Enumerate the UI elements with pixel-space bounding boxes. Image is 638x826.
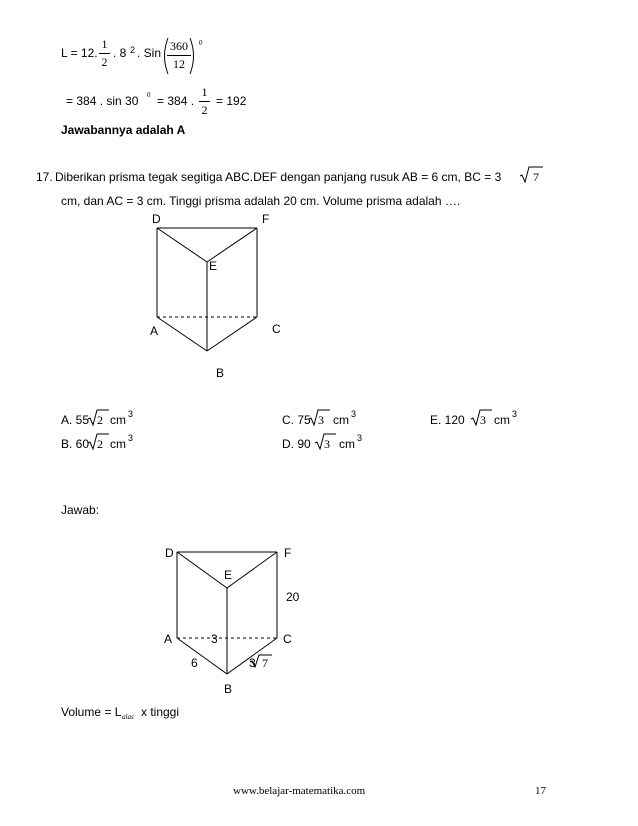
option-c-root: 3: [318, 413, 324, 427]
previous-answer: Jawabannya adalah A: [61, 123, 186, 137]
option-c-exp: 3: [351, 409, 357, 419]
volume-rhs: x tinggi: [141, 705, 180, 719]
option-d-unit: cm: [339, 437, 355, 451]
option-d-exp: 3: [357, 433, 363, 443]
fig1-label-a: A: [150, 324, 159, 338]
formula1-angle: 360 12: [167, 39, 191, 72]
formula2-result: = 192: [216, 94, 247, 108]
formula1-sin: . Sin: [137, 46, 162, 60]
fig1-label-f: F: [262, 212, 270, 226]
fig2-label-c: C: [283, 632, 292, 646]
option-b-label: B. 60: [61, 437, 90, 451]
jawab-heading: Jawab:: [61, 503, 100, 517]
option-b-exp: 3: [128, 433, 134, 443]
formula2-degree: 0: [147, 91, 151, 99]
formula1-half: 1 2: [99, 37, 110, 70]
fig1-label-c: C: [272, 322, 281, 336]
fig2-label-f: F: [284, 546, 292, 560]
option-d-label: D. 90: [282, 437, 311, 451]
fig2-ab-length: 6: [191, 656, 198, 670]
fig2-label-a: A: [164, 632, 173, 646]
formula2-part1: = 384 . sin 30: [66, 94, 139, 108]
formula1-exp: 2: [130, 45, 136, 55]
option-a-exp: 3: [128, 409, 134, 419]
footer-site: www.belajar-matematika.com: [233, 785, 366, 797]
prism-figure-1: [0, 205, 638, 385]
formula1-mid: . 8: [113, 46, 127, 60]
option-a-root: 2: [97, 413, 103, 427]
option-e-unit: cm: [494, 413, 510, 427]
option-e-root: 3: [480, 413, 486, 427]
fig2-bc-coef: 3: [249, 656, 256, 670]
fig2-height-label: 20: [286, 590, 300, 604]
formula2-part2: = 384 .: [157, 94, 195, 108]
option-c-unit: cm: [333, 413, 349, 427]
fig2-label-d: D: [165, 546, 174, 560]
fig1-label-b: B: [216, 366, 225, 380]
fig1-label-d: D: [152, 212, 161, 226]
volume-subscript: alas: [122, 713, 134, 721]
formula1-degree: 0: [199, 39, 203, 47]
page-number: 17: [535, 785, 546, 797]
option-c-label: C. 75: [282, 413, 311, 427]
option-a-label: A. 55: [61, 413, 90, 427]
option-b-root: 2: [97, 437, 103, 451]
option-d-root: 3: [324, 437, 330, 451]
question-line-1: Diberikan prisma tegak segitiga ABC.DEF dengan panjang rusuk AB = 6 cm, BC = 3: [55, 170, 502, 184]
question-number: 17.: [36, 170, 53, 184]
question-line-2: cm, dan AC = 3 cm. Tinggi prisma adalah 20 cm. Volume prisma adalah ….: [61, 194, 461, 208]
fig2-label-b: B: [224, 682, 233, 696]
option-a-unit: cm: [110, 413, 126, 427]
formula2-half: 1 2: [199, 85, 210, 118]
option-e-label: E. 120: [430, 413, 465, 427]
fig2-ac-length: 3: [211, 632, 218, 646]
option-e-exp: 3: [512, 409, 518, 419]
option-b-unit: cm: [110, 437, 126, 451]
fig2-bc-root: 7: [262, 656, 268, 670]
prism-figure-2: [0, 538, 638, 698]
formula1-lhs: L = 12.: [61, 46, 98, 60]
question-sqrt-bc: 7: [533, 170, 539, 184]
sqrt-symbol: [519, 165, 543, 185]
fig1-label-e: E: [209, 259, 218, 273]
fig2-label-e: E: [224, 568, 233, 582]
volume-lhs: Volume = L: [61, 705, 122, 719]
